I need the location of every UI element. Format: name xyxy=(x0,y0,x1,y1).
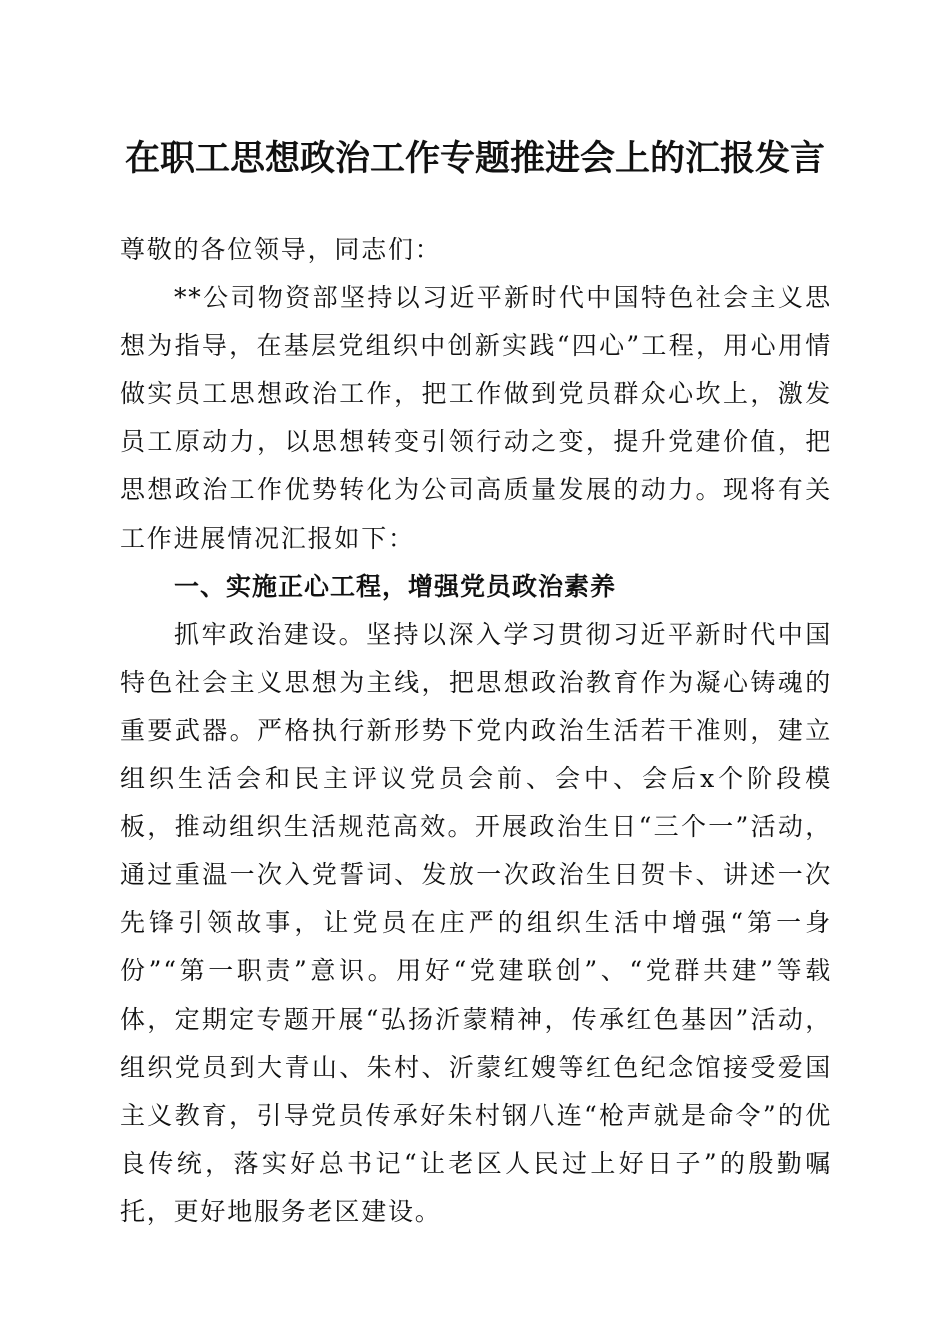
section-paragraph: 抓牢政治建设。坚持以深入学习贯彻习近平新时代中国特色社会主义思想为主线，把思想政治教育作为凝心铸魂的重要武器。严格执行新形势下党内政治生活若干准则，建立组织生活会和民主评议党员会前、会中、会后x个阶段模板，推动组织生活规范高效。开展政治生日“三个一”活动，通过重温一次入党誓词、发放一次政治生日贺卡、讲述一次先锋引领故事，让党员在庄严的组织生活中增强“第一身份”“第一职责”意识。用好“党建联创”、“党群共建”等载体，定期定专题开展“弘扬沂蒙精神，传承红色基因”活动，组织党员到大青山、朱村、沂蒙红嫂等红色纪念馆接受爱国主义教育，引导党员传承好朱村钢八连“枪声就是命令”的优良传统，落实好总书记“让老区人民过上好日子”的殷勤嘱托，更好地服务老区建设。 xyxy=(120,619,832,1226)
document-title: 在职工思想政治工作专题推进会上的汇报发言 xyxy=(124,138,825,179)
intro-paragraph: **公司物资部坚持以习近平新时代中国特色社会主义思想为指导，在基层党组织中创新实践“四心”工程，用心用情做实员工思想政治工作，把工作做到党员群众心坎上，激发员工原动力，以思想转变引领行动之变，提升党建价值，把思想政治工作优势转化为公司高质量发展的动力。现将有关工作进展情况汇报如下： xyxy=(120,283,832,553)
document-body xyxy=(120,226,832,1236)
salutation: 尊敬的各位领导，同志们： xyxy=(120,235,442,264)
section-heading: 一、实施正心工程，增强党员政治素养 xyxy=(174,571,617,601)
